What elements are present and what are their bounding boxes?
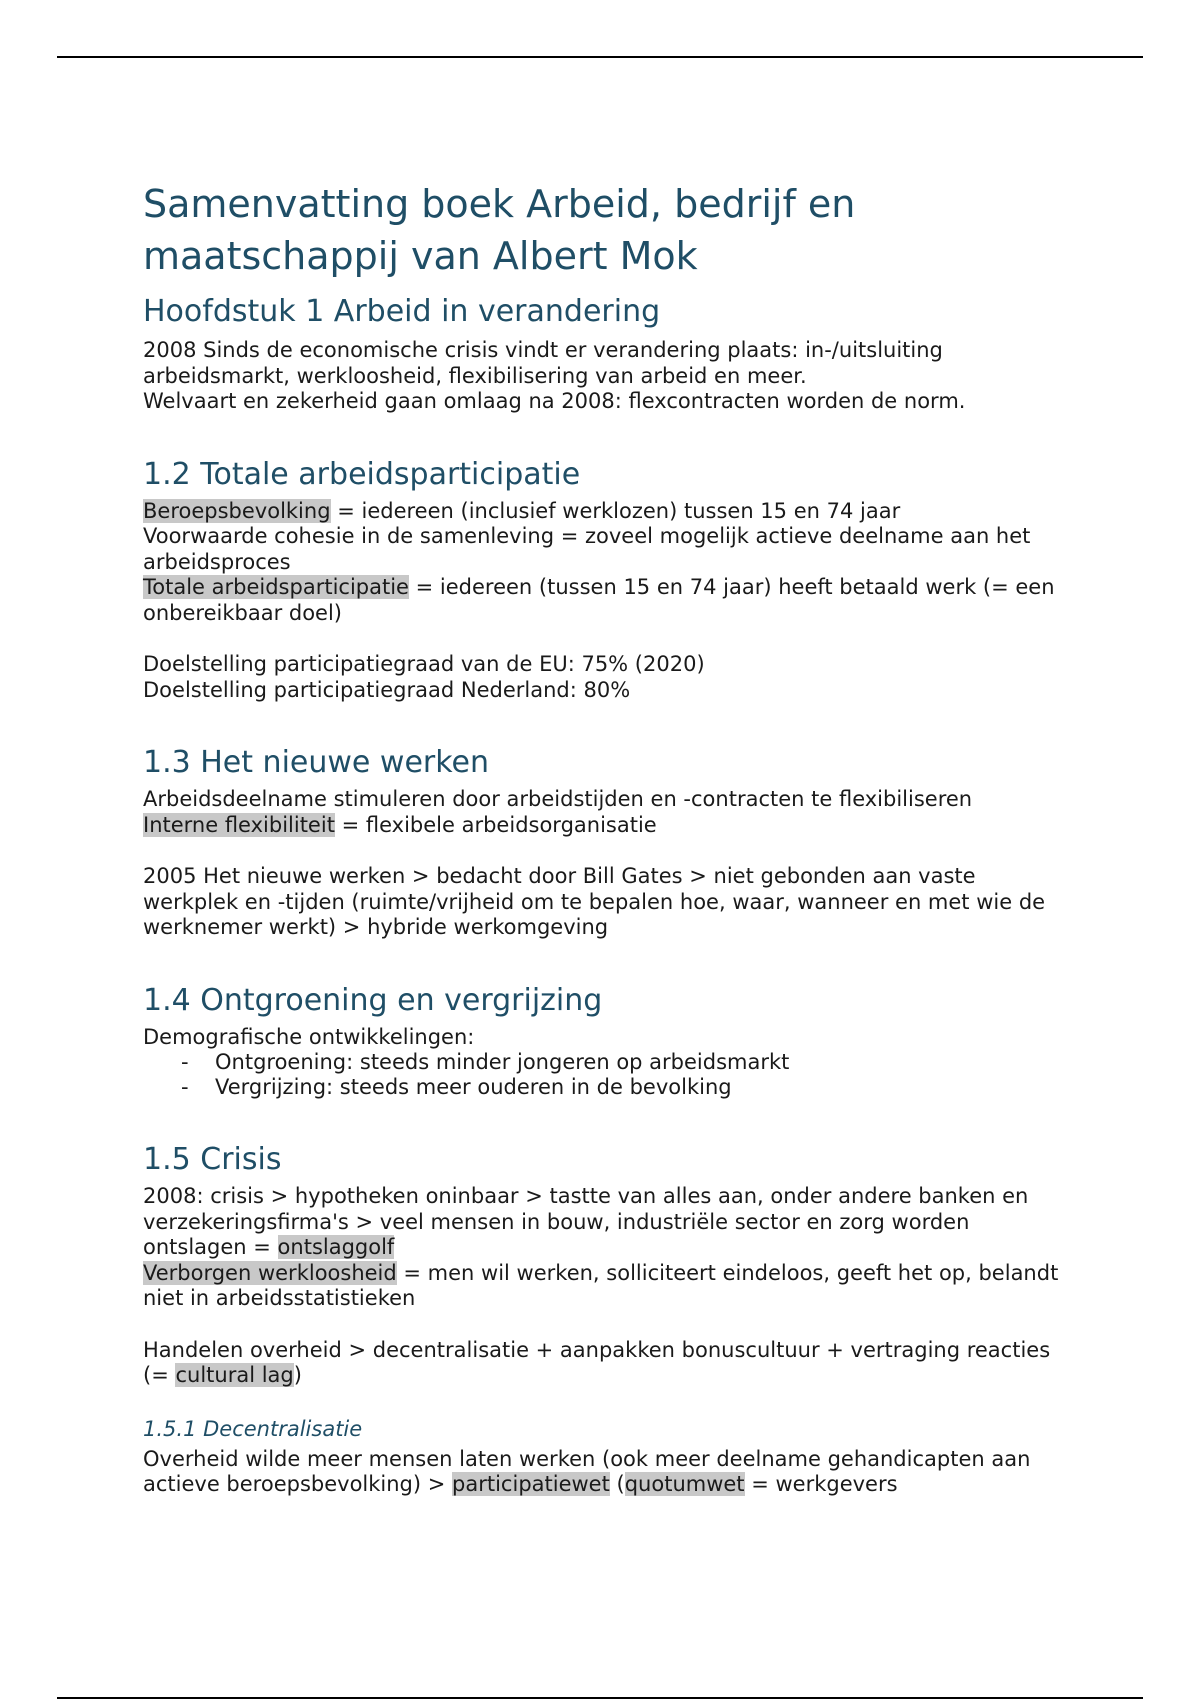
section-1-3-line-1: Arbeidsdeelname stimuleren door arbeidstijden en -contracten te flexibiliseren (143, 787, 973, 811)
section-1-2-heading: 1.2 Totale arbeidsparticipatie (143, 456, 581, 492)
definition-interne-flexibiliteit: Interne flexibiliteit = flexibele arbeidsorganisatie (143, 812, 657, 837)
crisis-paragraph: 2008: crisis > hypotheken oninbaar > tastte van alles aan, onder andere banken en verzekeringsfirma's > veel mensen in bouw, industriële sector en zorg worden ontslagen = ontslaggolf (143, 1184, 1029, 1259)
chapter-heading: Hoofdstuk 1 Arbeid in verandering (143, 294, 661, 329)
highlight-term: participatiewet (452, 1472, 610, 1496)
highlight-term: cultural lag (175, 1363, 294, 1387)
section-1-5-heading: 1.5 Crisis (143, 1142, 282, 1177)
highlight-term: ontslaggolf (277, 1235, 395, 1259)
highlight-term: Verborgen werkloosheid (143, 1260, 397, 1285)
section-1-3-heading: 1.3 Het nieuwe werken (143, 745, 490, 780)
chapter-intro-1: 2008 Sinds de economische crisis vindt er verandering plaats: in-/uitsluiting arbeidsmarkt, werkloosheid, flexibilisering van arbeid en meer. (143, 338, 943, 388)
highlight-term: Totale arbeidsparticipatie (143, 575, 409, 599)
footer-rule (57, 1697, 1143, 1699)
document-body (143, 178, 1063, 1498)
definition-verborgen-werkloosheid: Verborgen werkloosheid = men wil werken, solliciteert eindeloos, geeft het op, belandt niet in arbeidsstatistieken (143, 1260, 1059, 1310)
list-item: - Ontgroening: steeds minder jongeren op arbeidsmarkt (181, 1050, 1063, 1075)
goal-eu: Doelstelling participatiegraad van de EU: 75% (2020) (143, 652, 705, 676)
cohesion-line: Voorwaarde cohesie in de samenleving = zoveel mogelijk actieve deelname aan het arbeidsproces (143, 524, 1031, 574)
section-1-4-heading: 1.4 Ontgroening en vergrijzing (143, 982, 603, 1018)
government-paragraph: Handelen overheid > decentralisatie + aanpakken bonuscultuur + vertraging reacties (= cultural lag) (143, 1337, 1051, 1387)
decentralisatie-paragraph: Overheid wilde meer mensen laten werken (ook meer deelname gehandicapten aan actieve beroepsbevolking) > participatiewet (quotumwet = werkgevers (143, 1446, 1031, 1496)
demographic-list (143, 1050, 1063, 1100)
highlight-term: Interne flexibiliteit (143, 812, 335, 837)
list-item: - Vergrijzing: steeds meer ouderen in de bevolking (181, 1075, 1063, 1100)
definition-beroepsbevolking: Beroepsbevolking = iedereen (inclusief werklozen) tussen 15 en 74 jaar (143, 498, 901, 523)
goal-nl: Doelstelling participatiegraad Nederland: 80% (143, 677, 631, 702)
highlight-term: quotumwet (624, 1472, 745, 1496)
chapter-intro-2: Welvaart en zekerheid gaan omlaag na 2008: flexcontracten worden de norm. (143, 389, 966, 413)
section-1-4-intro: Demografische ontwikkelingen: (143, 1024, 475, 1049)
header-rule (57, 56, 1143, 58)
section-1-5-1-heading: 1.5.1 Decentralisatie (143, 1416, 363, 1441)
section-1-3-paragraph: 2005 Het nieuwe werken > bedacht door Bill Gates > niet gebonden aan vaste werkplek en -tijden (ruimte/vrijheid om te bepalen hoe, waar, wanneer en met wie de werknemer werkt) > hybride werkomgeving (143, 864, 1046, 939)
highlight-term: Beroepsbevolking (143, 498, 331, 523)
definition-totale-arbeidsparticipatie: Totale arbeidsparticipatie = iedereen (tussen 15 en 74 jaar) heeft betaald werk (= een onbereikbaar doel) (143, 575, 1055, 625)
document-title: Samenvatting boek Arbeid, bedrijf en maatschappij van Albert Mok (143, 182, 856, 278)
